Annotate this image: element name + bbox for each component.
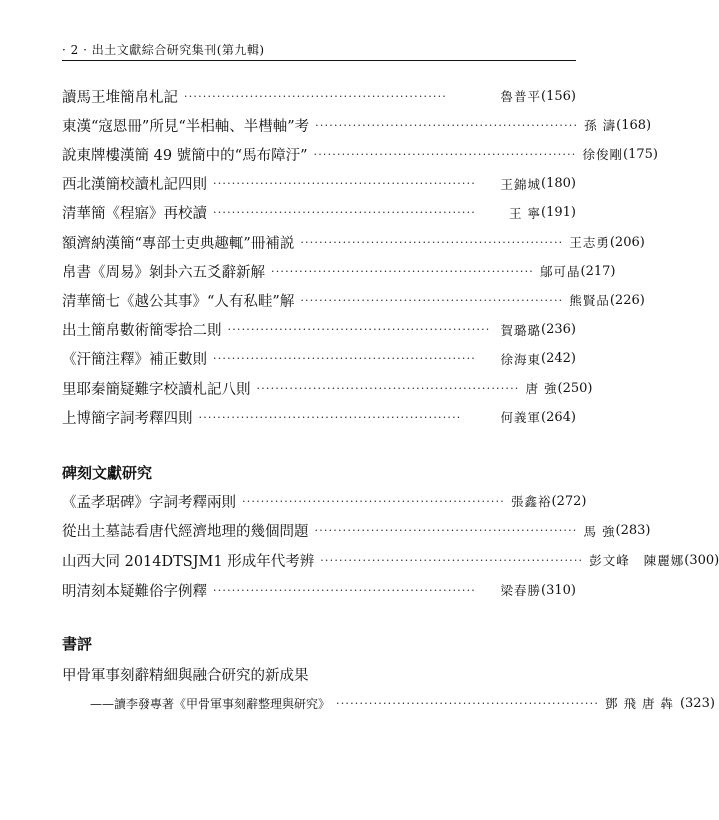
section-heading-reviews: 書評 bbox=[62, 635, 93, 653]
toc-entry bbox=[62, 113, 652, 137]
leader-dots: ························································ bbox=[271, 264, 535, 278]
toc-entry bbox=[62, 142, 658, 166]
entry-author: 王錦城 bbox=[500, 176, 542, 192]
entry-author: 唐 強 bbox=[525, 381, 558, 396]
leader-dots: ························································ bbox=[213, 352, 477, 366]
entry-title: 說東牌樓漢簡 49 號簡中的“馬布障汙” bbox=[62, 147, 308, 164]
entry-author: 鄔可晶 bbox=[540, 264, 581, 280]
leader-dots: ························································ bbox=[227, 323, 491, 337]
leader-dots: ························································ bbox=[300, 293, 564, 307]
entry-author: 賀璐璐 bbox=[500, 322, 542, 338]
toc-entry bbox=[62, 405, 576, 429]
leader-dots: ························································ bbox=[213, 177, 477, 191]
toc-entry bbox=[62, 318, 576, 342]
entry-page: (236) bbox=[541, 322, 576, 338]
toc-entry bbox=[62, 519, 651, 543]
entry-author: 徐海東 bbox=[500, 351, 542, 367]
leader-dots: ························································ bbox=[213, 583, 477, 597]
entry-page: (310) bbox=[541, 582, 576, 598]
entry-page: (175) bbox=[623, 146, 658, 162]
toc-entry-review bbox=[62, 662, 576, 686]
entry-title: 里耶秦簡疑難字校讀札記八則 bbox=[62, 381, 251, 398]
entry-page: (168) bbox=[616, 117, 652, 133]
leader-dots: ························································ bbox=[198, 410, 462, 424]
toc-entry bbox=[62, 259, 616, 283]
toc-entry bbox=[62, 548, 719, 572]
entry-title: 《孟孝琚碑》字詞考釋兩則 bbox=[62, 494, 236, 511]
toc-entry bbox=[62, 172, 576, 196]
entry-author: 王志勇 bbox=[569, 235, 610, 250]
header-rule bbox=[62, 60, 576, 61]
entry-title: 讀馬王堆簡帛札記 bbox=[62, 89, 178, 106]
leader-dots: ························································ bbox=[313, 147, 577, 161]
entry-subtitle: ——讀李發專著《甲骨軍事刻辭整理與研究》 bbox=[90, 696, 331, 711]
toc-entry-review-subtitle bbox=[90, 692, 715, 714]
entry-page: (226) bbox=[609, 292, 645, 308]
running-header: · 2 · 出土文獻綜合研究集刊(第九輯) bbox=[62, 43, 265, 57]
toc-entry bbox=[62, 84, 576, 108]
entry-page: (283) bbox=[615, 523, 651, 539]
leader-dots: ························································ bbox=[213, 206, 477, 220]
entry-page: (191) bbox=[541, 205, 576, 221]
leader-dots: ························································ bbox=[300, 235, 564, 249]
toc-entry bbox=[62, 230, 645, 254]
entry-author: 孫 濤 bbox=[584, 118, 617, 134]
toc-entry bbox=[62, 201, 576, 225]
entry-page: (217) bbox=[580, 263, 616, 279]
leader-dots: ························································ bbox=[320, 553, 584, 567]
entry-page: (272) bbox=[551, 493, 587, 509]
leader-dots: ························································ bbox=[314, 524, 578, 538]
leader-dots: ························································ bbox=[336, 696, 600, 710]
entry-author: 陳麗娜 bbox=[643, 553, 685, 569]
entry-title: 《汗簡注釋》補正數則 bbox=[62, 352, 207, 369]
entry-page: (180) bbox=[541, 176, 576, 192]
entry-page: (300) bbox=[684, 552, 719, 568]
toc-entry bbox=[62, 578, 576, 602]
entry-title: 帛書《周易》剝卦六五爻辭新解 bbox=[62, 264, 265, 281]
entry-title: 西北漢簡校讀札記四則 bbox=[62, 177, 207, 194]
toc-entry bbox=[62, 347, 576, 371]
leader-dots: ························································ bbox=[184, 89, 448, 103]
entry-page: (242) bbox=[541, 351, 576, 367]
entry-author: 鄧 飛 唐 犇 bbox=[605, 696, 674, 711]
entry-title: 明清刻本疑難俗字例釋 bbox=[62, 583, 207, 600]
entry-title: 額濟納漢簡“專部士吏典趣輒”冊補説 bbox=[62, 235, 295, 252]
toc-entry bbox=[62, 489, 587, 513]
section-heading-inscriptions: 碑刻文獻研究 bbox=[62, 464, 153, 482]
entry-page: (323) bbox=[679, 695, 715, 711]
entry-author: 馬 強 bbox=[583, 523, 616, 539]
entry-title: 出土簡帛數術簡零拾二則 bbox=[62, 323, 222, 340]
leader-dots: ························································ bbox=[315, 118, 579, 132]
leader-dots: ························································ bbox=[242, 494, 506, 508]
entry-author: 魯普平 bbox=[500, 89, 542, 104]
entry-author: 張鑫裕 bbox=[511, 494, 552, 509]
entry-title: 上博簡字詞考釋四則 bbox=[62, 410, 193, 427]
entry-title: 山西大同 2014DTSJM1 形成年代考辨 bbox=[62, 553, 315, 570]
toc-entry bbox=[62, 288, 645, 312]
entry-author: 何義軍 bbox=[500, 410, 542, 426]
entry-title: 甲骨軍事刻辭精細與融合研究的新成果 bbox=[62, 667, 309, 684]
entry-author: 熊賢品 bbox=[569, 293, 610, 309]
entry-author: 徐俊剛 bbox=[582, 147, 624, 163]
entry-page: (156) bbox=[541, 88, 576, 104]
entry-page: (264) bbox=[541, 409, 576, 425]
entry-coauthor: 彭文峰 bbox=[589, 553, 630, 569]
leader-dots: ························································ bbox=[256, 381, 520, 395]
entry-author: 梁春勝 bbox=[500, 583, 542, 599]
entry-title: 清華簡《程寤》再校讀 bbox=[62, 206, 207, 223]
toc-entry bbox=[62, 376, 593, 400]
entry-page: (206) bbox=[609, 234, 645, 250]
entry-title: 東漢“寇恩冊”所見“半㭒軸、半槥軸”考 bbox=[62, 118, 310, 135]
entry-title: 從出土墓誌看唐代經濟地理的幾個問題 bbox=[62, 524, 309, 541]
entry-author: 王 寧 bbox=[509, 205, 542, 221]
entry-page: (250) bbox=[557, 380, 593, 396]
entry-title: 清華簡七《越公其事》“人有私畦”解 bbox=[62, 293, 295, 310]
